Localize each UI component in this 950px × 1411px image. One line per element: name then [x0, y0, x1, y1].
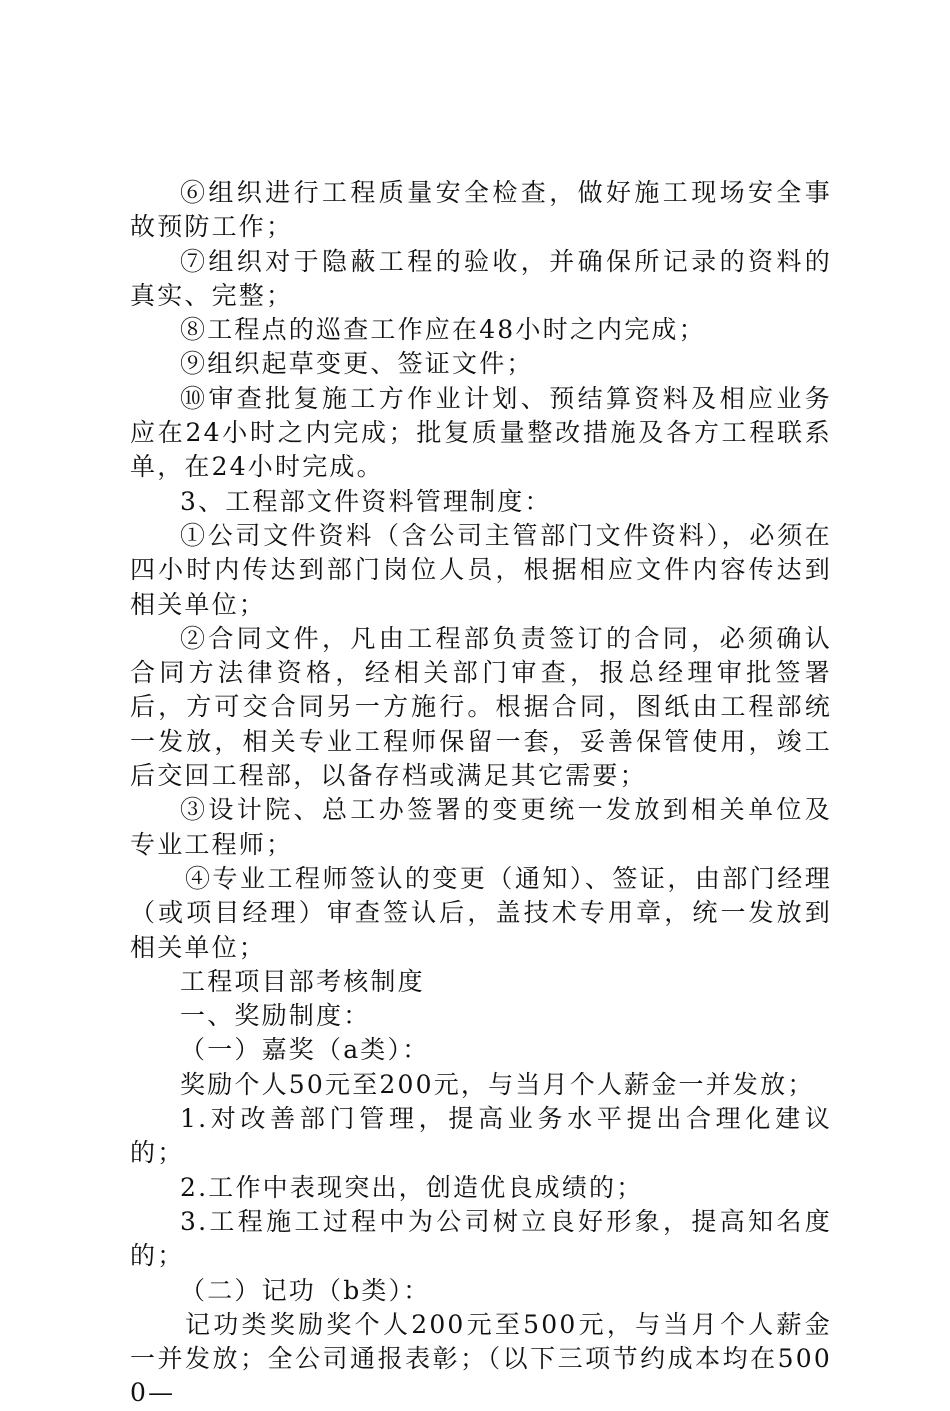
list-item-2: 2.工作中表现突出，创造优良成绩的； — [180, 1172, 644, 1202]
paragraph-item-6: ⑥组织进行工程质量安全检查，做好施工现场安全事故预防工作； — [130, 178, 832, 242]
paragraph-item-7: ⑦组织对于隐蔽工程的验收，并确保所记录的资料的真实、完整； — [130, 246, 832, 310]
document-body — [130, 176, 832, 1411]
paragraph-file-item-3: ③设计院、总工办签署的变更统一发放到相关单位及专业工程师； — [130, 795, 832, 859]
list-item-3: 3.工程施工过程中为公司树立良好形象，提高知名度的； — [130, 1206, 832, 1271]
paragraph-commendation-amount: 奖励个人50元至200元，与当月个人薪金一并发放； — [180, 1069, 815, 1099]
paragraph-item-10: ⑩审查批复施工方作业计划、预结算资料及相应业务应在24小时之内完成；批复质量整改措施及各方工程联系单，在24小时完成。 — [130, 383, 832, 482]
paragraph-item-9: ⑨组织起草变更、签证文件； — [180, 349, 534, 379]
paragraph-item-8: ⑧工程点的巡查工作应在48小时之内完成； — [180, 315, 706, 345]
paragraph-file-item-1: ①公司文件资料（含公司主管部门文件资料），必须在四小时内传达到部门岗位人员，根据相应文件内容传达到相关单位； — [130, 520, 832, 619]
paragraph-merit-amount: 记功类奖励奖个人200元至500元，与当月个人薪金一并发放；全公司通报表彰；（以下三项节约成本均在5000— — [130, 1309, 832, 1408]
list-item-1: 1.对改善部门管理，提高业务水平提出合理化建议的； — [130, 1104, 832, 1168]
section-heading-reward: 一、奖励制度： — [180, 1001, 371, 1031]
paragraph-file-item-2: ②合同文件，凡由工程部负责签订的合同，必须确认合同方法律资格，经相关部门审查，报总经理审批签署后，方可交合同另一方施行。根据合同，图纸由工程部统一发放，相关专业工程师保留一套，妥善保管使用，竣工后交回工程部，以备存档或满足其它需要； — [130, 623, 832, 791]
subheading-merit: （二）记功（b类）： — [180, 1275, 431, 1305]
section-heading-file-management: 3、工程部文件资料管理制度： — [180, 486, 552, 516]
section-title-assessment: 工程项目部考核制度 — [180, 966, 425, 996]
paragraph-file-item-4: ④专业工程师签认的变更（通知）、签证，由部门经理（或项目经理）审查签认后，盖技术专用章，统一发放到相关单位； — [130, 863, 832, 962]
subheading-commendation: （一）嘉奖（a类）： — [180, 1035, 430, 1065]
